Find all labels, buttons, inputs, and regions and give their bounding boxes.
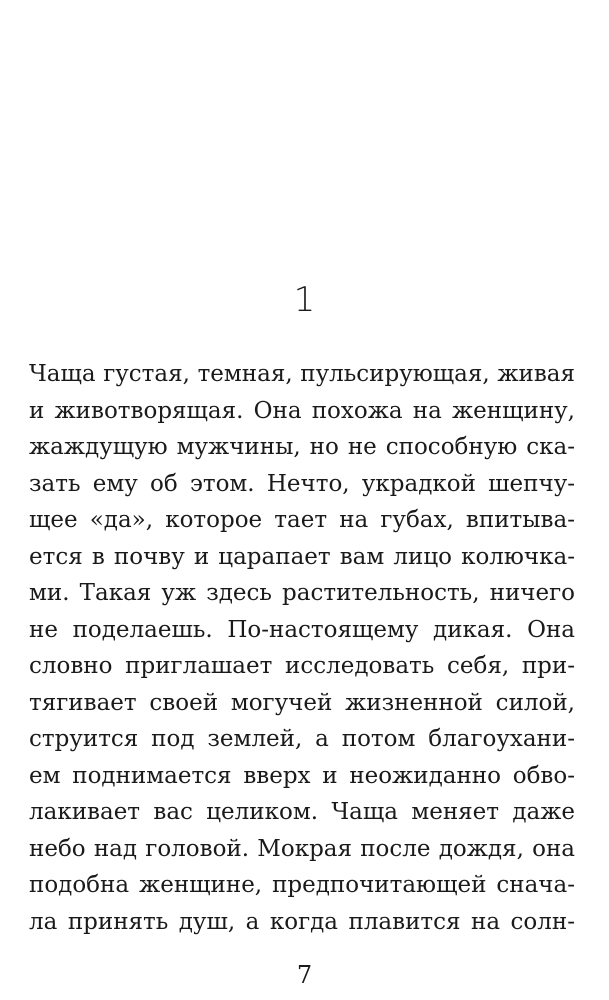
text-line: струится под землей, а потом благоухани- — [29, 726, 575, 752]
text-line: жаждущую мужчины, но не способную ска- — [29, 434, 575, 460]
text-line: словно приглашает исследовать себя, при- — [29, 653, 575, 679]
text-line: небо над головой. Мокрая после дождя, она — [29, 835, 575, 862]
text-line: зать ему об этом. Нечто, украдкой шепчу- — [29, 470, 575, 497]
text-line: ется в почву и царапает вам лицо колючка- — [29, 543, 575, 570]
text-line: лакивает вас целиком. Чаща меняет даже — [29, 799, 575, 825]
text-line: щее «да», которое тает на губах, впитыва- — [29, 507, 575, 533]
page-number: 7 — [296, 961, 313, 989]
text-line: подобна женщине, предпочитающей снача- — [29, 872, 575, 898]
text-line: ем поднимается вверх и неожиданно обво- — [29, 762, 575, 789]
body-text — [29, 356, 575, 940]
text-line: тягивает своей могучей жизненной силой, — [29, 689, 575, 716]
chapter-number: 1 — [293, 280, 316, 320]
text-line: ми. Такая уж здесь растительность, ничего — [29, 580, 575, 606]
text-line: и животворящая. Она похожа на женщину, — [29, 397, 575, 424]
text-line: не поделаешь. По-настоящему дикая. Она — [29, 616, 575, 643]
text-line: Чаща густая, темная, пульсирующая, живая — [29, 361, 575, 387]
text-line: ла принять душ, а когда плавится на солн- — [29, 908, 575, 935]
